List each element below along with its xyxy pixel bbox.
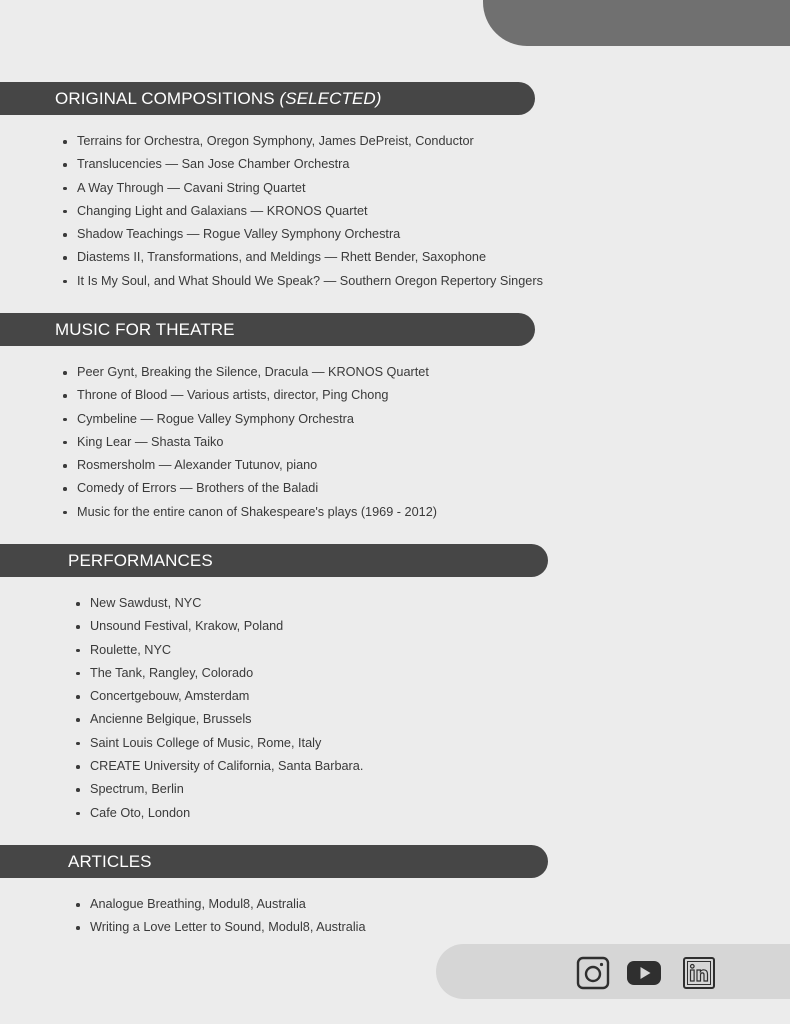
list-item: CREATE University of California, Santa Barbara.	[76, 755, 363, 778]
list-item: Cafe Oto, London	[76, 802, 363, 825]
list-item: Spectrum, Berlin	[76, 778, 363, 801]
original-compositions-list	[63, 130, 543, 293]
section-header-original-compositions	[0, 82, 535, 115]
list-item: Peer Gynt, Breaking the Silence, Dracula — KRONOS Quartet	[63, 361, 437, 384]
list-item: Music for the entire canon of Shakespeare's plays (1969 - 2012)	[63, 501, 437, 524]
section-title: MUSIC FOR THEATRE	[55, 320, 235, 339]
top-decorative-tab	[483, 0, 790, 46]
list-item: Rosmersholm — Alexander Tutunov, piano	[63, 454, 437, 477]
list-item: A Way Through — Cavani String Quartet	[63, 177, 543, 200]
list-item: Unsound Festival, Krakow, Poland	[76, 615, 363, 638]
list-item: King Lear — Shasta Taiko	[63, 431, 437, 454]
list-item: Terrains for Orchestra, Oregon Symphony, James DePreist, Conductor	[63, 130, 543, 153]
performances-list	[76, 592, 363, 825]
instagram-icon[interactable]	[576, 956, 610, 990]
list-item: Writing a Love Letter to Sound, Modul8, Australia	[76, 916, 366, 939]
section-title: PERFORMANCES	[68, 551, 213, 570]
list-item: New Sawdust, NYC	[76, 592, 363, 615]
section-title: ARTICLES	[68, 852, 152, 871]
youtube-icon[interactable]	[627, 956, 661, 990]
list-item: Cymbeline — Rogue Valley Symphony Orchestra	[63, 408, 437, 431]
list-item: Comedy of Errors — Brothers of the Baladi	[63, 477, 437, 500]
list-item: Translucencies — San Jose Chamber Orchestra	[63, 153, 543, 176]
section-header-music-for-theatre	[0, 313, 535, 346]
list-item: Analogue Breathing, Modul8, Australia	[76, 893, 366, 916]
list-item: Shadow Teachings — Rogue Valley Symphony Orchestra	[63, 223, 543, 246]
list-item: Roulette, NYC	[76, 639, 363, 662]
list-item: Diastems II, Transformations, and Meldings — Rhett Bender, Saxophone	[63, 246, 543, 269]
list-item: Changing Light and Galaxians — KRONOS Quartet	[63, 200, 543, 223]
articles-list	[76, 893, 366, 940]
music-for-theatre-list	[63, 361, 437, 524]
section-title-suffix: (SELECTED)	[279, 89, 382, 108]
list-item: Throne of Blood — Various artists, director, Ping Chong	[63, 384, 437, 407]
list-item: Saint Louis College of Music, Rome, Italy	[76, 732, 363, 755]
section-header-performances	[0, 544, 548, 577]
list-item: It Is My Soul, and What Should We Speak? — Southern Oregon Repertory Singers	[63, 270, 543, 293]
list-item: The Tank, Rangley, Colorado	[76, 662, 363, 685]
section-title: ORIGINAL COMPOSITIONS	[55, 89, 275, 108]
list-item: Concertgebouw, Amsterdam	[76, 685, 363, 708]
list-item: Ancienne Belgique, Brussels	[76, 708, 363, 731]
section-header-articles	[0, 845, 548, 878]
linkedin-icon[interactable]	[682, 956, 716, 990]
social-links-bar	[436, 944, 790, 999]
